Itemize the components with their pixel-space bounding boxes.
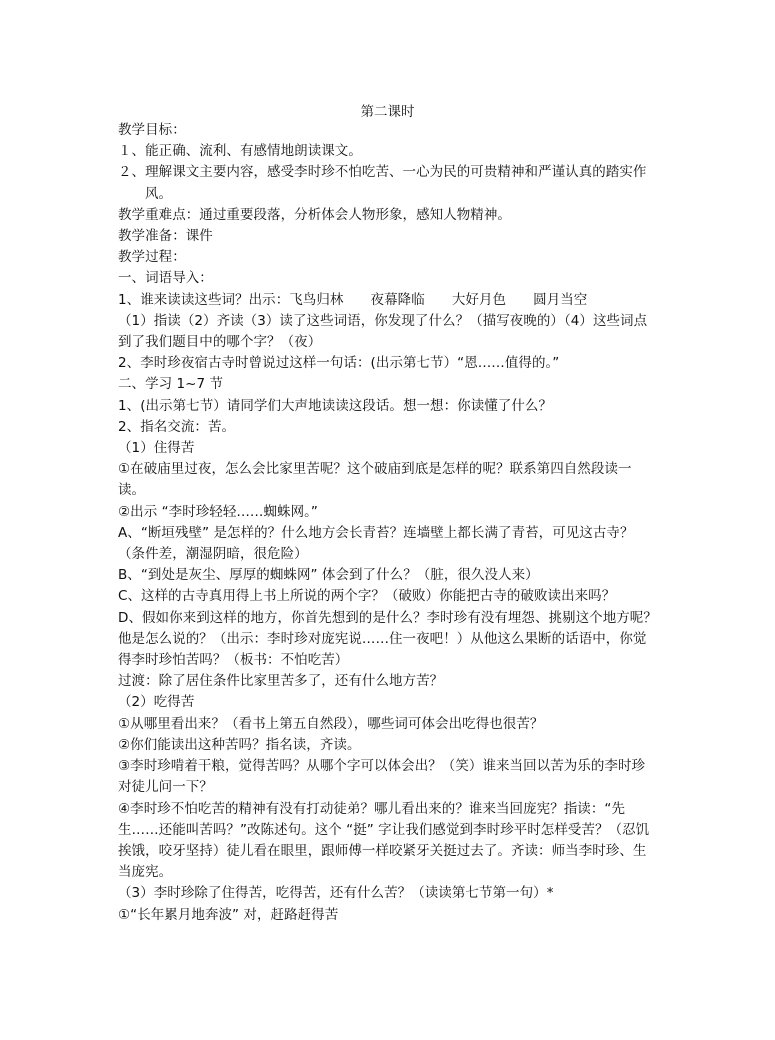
paragraph: B、“到处是灰尘、厚厚的蜘蛛网” 体会到了什么？（脏，很久没人来） [118, 567, 539, 584]
paragraph: 教学准备：课件 [118, 228, 213, 245]
paragraph: A、“断垣残壁” 是怎样的？什么地方会长青苔？连墙壁上都长满了青苔，可见这古寺？（条件差，潮湿阴暗，很危险） [118, 524, 634, 563]
paragraph: 2、指名交流：苦。 [118, 418, 236, 435]
paragraph: 1、(出示第七节）请同学们大声地读读这段话。想一想：你读懂了什么？ [118, 397, 553, 414]
paragraph: 一、词语导入： [118, 270, 213, 287]
paragraph: 教学重难点：通过重要段落，分析体会人物形象，感知人物精神。 [118, 206, 511, 223]
paragraph: C、这样的古寺真用得上书上所说的两个字？（破败）你能把古寺的破败读出来吗？ [118, 588, 616, 605]
paragraph: ①“长年累月地奔波” 对，赶路赶得苦 [118, 906, 339, 923]
paragraph: D、假如你来到这样的地方，你首先想到的是什么？李时珍有没有埋怨、挑剔这个地方呢？他是怎么说的？（出示：李时珍对庞宪说……住一夜吧！）从他这么果断的话语中，你觉得李时珍怕苦吗？（板书：不怕吃苦） [118, 609, 657, 669]
paragraph: （1）住得苦 [118, 440, 195, 457]
paragraph: ④李时珍不怕吃苦的精神有没有打动徒弟？哪儿看出来的？谁来当回庞宪？指读：“先生……还能叫苦吗？”改陈述句。这个 “挺” 字让我们感觉到李时珍平时怎样受苦？（忍饥挨饿，咬牙坚持）徒儿看在眼里，跟师傅一样咬紧牙关挺过去了。齐读：师当李时珍、生当庞宪。 [118, 800, 650, 881]
paragraph: ③李时珍啃着干粮，觉得苦吗？从哪个字可以体会出？（笑）谁来当回以苦为乐的李时珍对徒儿问一下？ [118, 758, 646, 796]
paragraph: 教学过程： [118, 249, 186, 266]
paragraph: （3）李时珍除了住得苦，吃得苦，还有什么苦？（读读第七节第一句）* [118, 885, 554, 902]
page-title: 第二课时 [360, 104, 415, 120]
paragraph: 1、谁来读读这些词？出示：飞鸟归林 夜幕降临 大好月色 圆月当空 [118, 291, 588, 308]
paragraph: ②你们能读出这种苦吗？指名读，齐读。 [118, 736, 361, 753]
paragraph: ２、理解课文主要内容，感受李时珍不怕吃苦、一心为民的可贵精神和严谨认真的踏实作风。 [118, 164, 647, 202]
paragraph: 2、李时珍夜宿古寺时曾说过这样一句话：(出示第七节）“恩……值得的。” [118, 355, 560, 372]
paragraph: １、能正确、流利、有感情地朗读课文。 [118, 143, 362, 160]
paragraph: ①从哪里看出来？（看书上第五自然段），哪些词可体会出吃得也很苦？ [118, 715, 544, 732]
document-body [118, 120, 658, 926]
paragraph: （2）吃得苦 [118, 694, 195, 711]
paragraph: ②出示 “李时珍轻轻……蜘蛛网。” [118, 503, 318, 520]
paragraph: 过渡：除了居住条件比家里苦多了，还有什么地方苦？ [118, 673, 444, 690]
paragraph: ①在破庙里过夜，怎么会比家里苦呢？这个破庙到底是怎样的呢？联系第四自然段读一读。 [118, 461, 632, 499]
paragraph: 二、学习 1~7 节 [118, 376, 224, 393]
paragraph: 教学目标： [118, 122, 186, 138]
paragraph: （1）指读（2）齐读（3）读了这些词语，你发现了什么？（描写夜晚的）（4）这些词点到了我们题目中的哪个字？（夜） [118, 312, 648, 351]
